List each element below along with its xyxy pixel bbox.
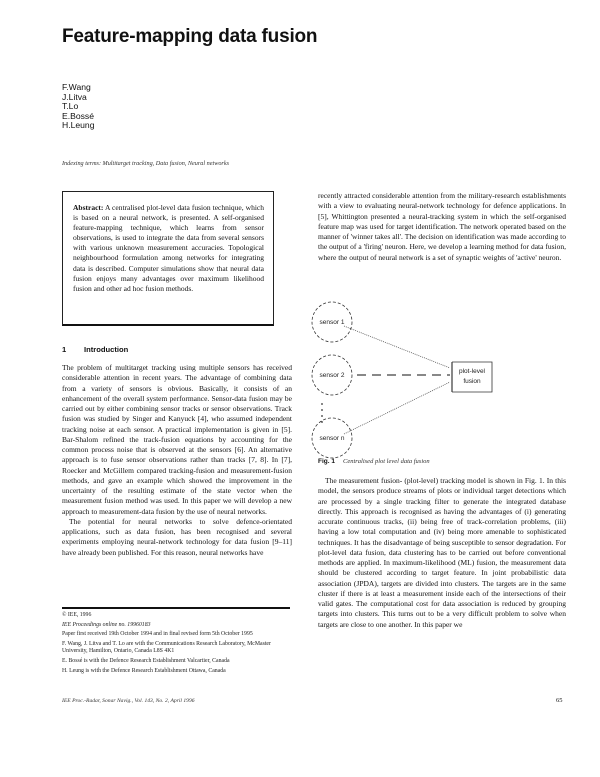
footnote: IEE Proceedings online no. 19960183 [62,621,151,628]
left-column-body [62,363,292,558]
journal-footer: IEE Proc.-Radar, Sonar Navig., Vol. 143, No. 2, April 1996 [62,698,195,704]
fusion-label: plot-level [458,368,486,375]
sensor-label: sensor n [319,435,345,442]
abstract-text: A centralised plot-level data fusion technique, which is based on a neural network, is presented. A self-organised feature-mapping technique, which learns from sensor observations, is used to integrate the data from several sensors with various unknown measurement accuracies. Topological neighbourhood formulation among networks for integrating data is described. Computer simulations show that neural data fusion enjoys many advantages over maximum likelihood fusion and other ad hoc fusion methods. [73,203,264,293]
page-number: 65 [556,697,563,704]
section-heading [62,345,128,354]
sensor-node-2 [312,355,352,395]
right-column-bottom [318,476,566,630]
indexing-terms: Indexing terms: Multitarget tracking, Data fusion, Neural networks [62,160,229,167]
author: E.Bossé [62,110,95,121]
paragraph: recently attracted considerable attention from the military-research establishments with a view to evaluating neural-network technology for defence applications. In [5], Whittington presented a neural-tracking system in which the self-organised feature map was used for target identification. The network operated based on the manner of 'winner takes all'. The decision on identification was made according to the output of a 'firing' neuron. Here, we develop a learning method for data fusion, where the output of neural network is a set of synaptic weights of 'active' neuron. [318,191,566,262]
fusion-label: fusion [463,378,481,385]
right-column-top [318,191,566,263]
figure-label: Fig. 1 [318,458,335,465]
footnote: © IEE, 1996 [62,612,92,618]
section-title: Introduction [84,345,129,354]
paragraph: The potential for neural networks to solve defence-orientated applications, such as data fusion, has been recognised and several experiments employing neural-network technology for data fusion [9–11] have already been published. For this reason, neural networks have [62,516,292,557]
figure-1-diagram [300,300,600,460]
footnote: F. Wang, J. Litva and T. Lo are with the Communications Research Laboratory, McMaster University, Hamilton, Ontario, Canada L8S 4K1 [62,640,271,655]
paragraph: The problem of multitarget tracking using multiple sensors has received considerable attention in recent years. The advantage of combining data from a variety of sensors is obvious. Basically, it consists of an enhancement of the overall system performance. Sensor-data fusion may be carried out by either combining sensor tracks or sensor observations. Track fusion was studied by Singer and Kanyuck [4], who assumed independent tracking noise at each sensor. A practical implementation is given in [5]. Bar-Shalom refined the track-fusion equations by accounting for the common process noise that is observed at the sensors [6]. An alternative approach is to fuse sensor observations rather than tracks [7, 8]. In [7], Roecker and McGillem compared tracking-fusion and measurement-fusion methods, and gave an example which showed the improvement in the uncertainty of the resulting estimate of the state vector when the measurement fusion method was used. In this paper we will develop a new approach to measurement-data fusion by the use of neural networks. [62,363,292,516]
fusion-box [452,362,492,392]
author: F.Wang [62,82,91,92]
abstract-box [62,191,274,326]
abstract-label: Abstract: [73,203,104,212]
author: T.Lo [62,101,79,112]
paper-title: Feature-mapping data fusion [62,26,318,47]
author: J.Litva [62,91,87,102]
section-number: 1 [62,345,67,354]
paragraph: The measurement fusion- (plot-level) tracking model is shown in Fig. 1. In this model, the sensors produce streams of plots or individual target detections which are processed by a single tracking filter to generate the integrated database directly. This approach is recognised as having the advantages of (i) generating accurate continuous tracks, (ii) being free of track-correlation problems, (iii) having a low total computation and (iv) being more amenable to sophisticated techniques. It has the disadvantage of being susceptible to sensor degradation. For plot-level data fusion, data clustering has to be carried out before conventional methods are applied. In maximum-likelihood (ML) fusion, the measurement data should be clustered according to target feature. In joint probabilistic data association (JPDA), targets are divided into clusters. The targets are in the same cluster if there is at least a measurement inside each of the intersections of their valid gates. The computational cost for data association is reduced by grouping targets into clusters. This turns out to be a very difficult problem to solve when targets are close to one another. In this paper we [318,476,566,629]
footnotes [62,612,292,677]
author-list [62,83,95,131]
figure-caption [318,458,430,465]
author: H.Leung [62,120,95,131]
footnote-rule [62,607,290,609]
sensor-label: sensor 2 [319,372,345,379]
sensor-node-1 [312,302,352,342]
caption-text: Centralised plot level data fusion [342,458,430,465]
footnote: E. Bossé is with the Defence Research Establishment Valcartier, Canada [62,657,230,664]
footnote: H. Leung is with the Defence Research Establishment Ottawa, Canada [62,667,226,674]
sensor-label: sensor 1 [319,319,345,326]
ellipsis-dots [321,403,323,423]
footnote: Paper first received 19th October 1994 and in final revised form 5th October 1995 [62,631,253,638]
sensor-node-n [312,418,352,458]
arrow-line [344,326,450,368]
arrow-line [344,382,450,434]
